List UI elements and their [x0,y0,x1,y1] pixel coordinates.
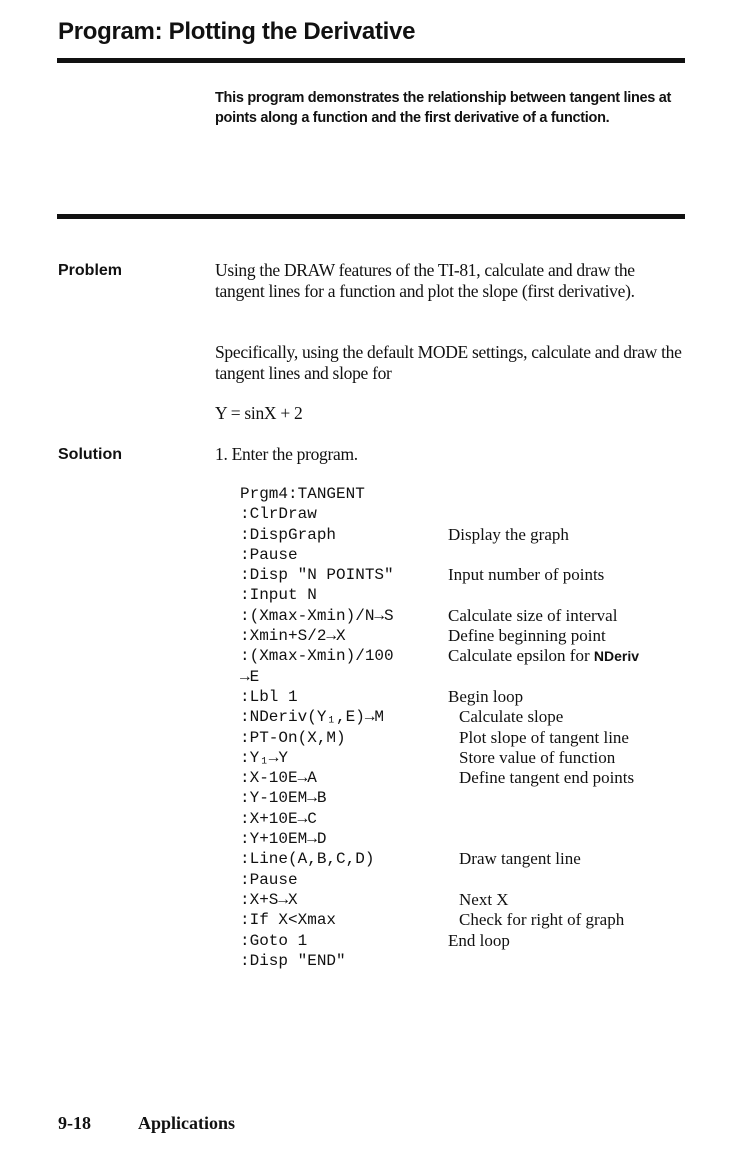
comment-check-right: Check for right of graph [459,910,625,930]
code-line: →E [240,667,260,686]
code-line: :DispGraph [240,525,337,544]
code-line: :Lbl 1 [240,687,298,706]
header-rule [57,58,685,63]
comment-store-value: Store value of function [459,747,616,767]
code-line: :PT-On(X,M) [240,728,346,747]
equation: Y = sinX + 2 [215,403,303,423]
code-line: :Xmin+S/2→X [240,627,346,646]
code-line: :X-10E→A [240,769,317,788]
code-line: :(Xmax-Xmin)/N→S [240,606,394,625]
code-line: :(Xmax-Xmin)/100 [240,647,394,666]
problem-paragraph-2: Specifically, using the default MODE settings, calculate and draw the tangent lines and slope for [215,342,682,383]
code-line: :X+S→X [240,890,298,909]
code-line: :Y₁→Y [240,748,289,767]
comment-interval: Calculate size of interval [448,605,618,625]
code-line: :If X<Xmax [240,911,337,930]
comment-end-loop: End loop [448,930,510,950]
comment-begin-point: Define beginning point [448,626,606,646]
code-line: :ClrDraw [240,505,317,524]
code-line: :NDeriv(Y₁,E)→M [240,708,385,727]
comment-display-graph: Display the graph [448,524,569,544]
code-line: :Line(A,B,C,D) [240,850,375,869]
code-line: :Disp "END" [240,951,346,970]
comment-tangent-ends: Define tangent end points [459,768,635,788]
comment-epsilon-text: Calculate epsilon for [448,646,590,666]
comment-calc-slope: Calculate slope [459,707,564,727]
comment-input-points: Input number of points [448,565,605,585]
code-line: :X+10E→C [240,809,317,828]
code-line: :Disp "N POINTS" [240,566,394,585]
code-line: :Input N [240,586,317,605]
program-listing [240,484,394,971]
code-line: :Pause [240,545,298,564]
comment-epsilon [448,646,639,666]
code-line: :Y+10EM→D [240,830,327,849]
comment-next-x: Next X [459,890,509,909]
code-line: :Y-10EM→B [240,789,327,808]
solution-step-1: 1. Enter the program. [215,444,358,464]
comment-plot-slope: Plot slope of tangent line [459,727,629,747]
page-title: Program: Plotting the Derivative [58,18,416,45]
comment-draw-line: Draw tangent line [459,849,581,869]
footer-section: Applications [138,1113,236,1133]
code-line: Prgm4:TANGENT [240,485,365,503]
code-line: :Goto 1 [240,931,308,950]
page-number: 9-18 [58,1113,91,1133]
solution-label: Solution [58,446,122,463]
comment-begin-loop: Begin loop [448,687,524,706]
intro-paragraph: This program demonstrates the relationship between tangent lines at points along a function and the first derivative of a function. [215,90,672,126]
code-line: :Pause [240,870,298,889]
problem-label: Problem [58,262,123,279]
problem-paragraph-1: Using the DRAW features of the TI-81, calculate and draw the tangent lines for a function and plot the slope (first derivative). [215,260,635,301]
comment-epsilon-keyword: NDeriv [593,648,640,665]
section-rule [57,214,685,219]
